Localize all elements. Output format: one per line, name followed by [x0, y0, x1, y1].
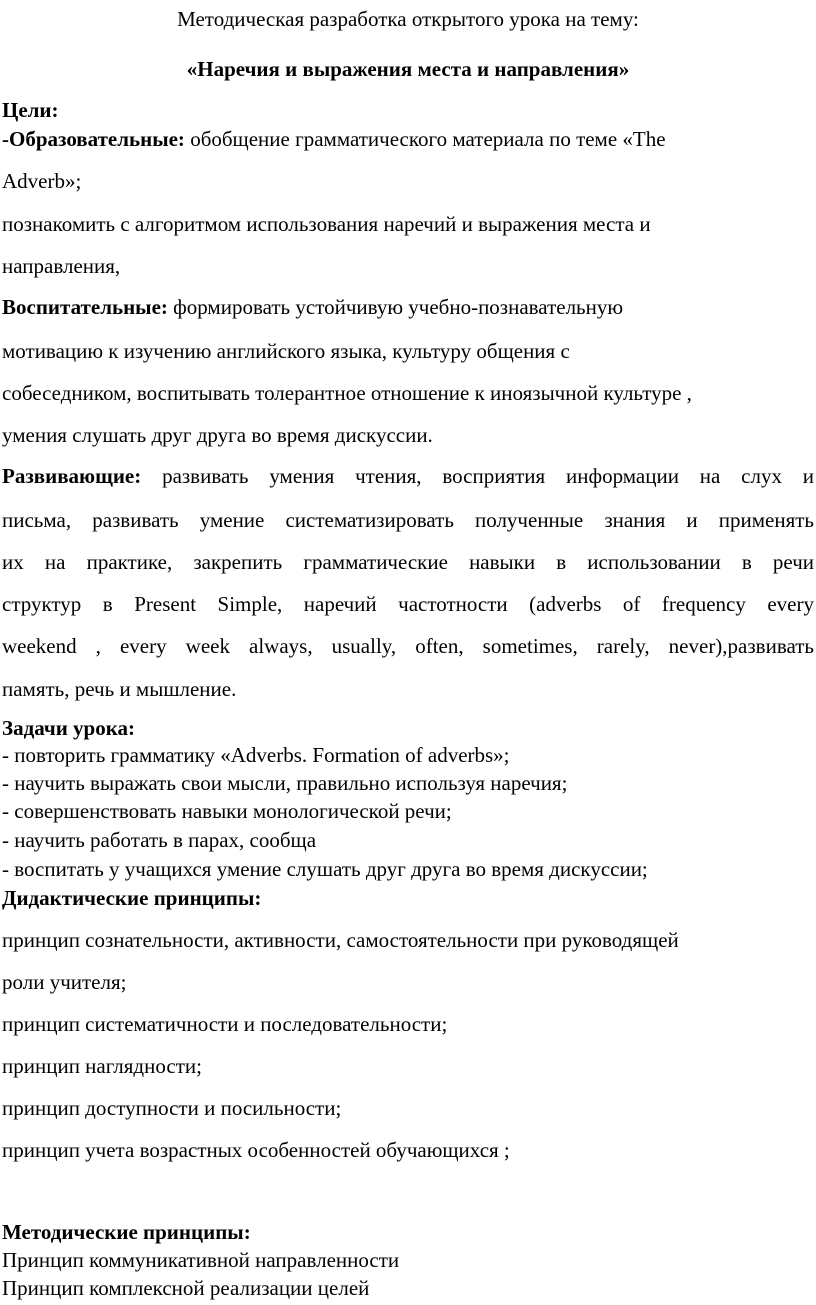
document-title: Методическая разработка открытого урока на тему: [177, 7, 639, 31]
educational-label: -Образовательные: [2, 127, 185, 151]
upbringing-label: Воспитательные: [2, 295, 168, 319]
educational-line-2: Adverb»; [2, 169, 82, 193]
developing-line-3: их на практике, закрепить грамматические навыки в использовании в речи [2, 550, 814, 574]
developing-label: Развивающие: [2, 464, 142, 488]
didactic-heading: Дидактические принципы: [2, 886, 262, 910]
lesson-topic: «Наречия и выражения места и направления» [186, 57, 630, 81]
educational-text: обобщение грамматического материала по теме «The [184, 127, 666, 151]
developing-line-6: память, речь и мышление. [2, 677, 237, 701]
educational-line-4: направления, [2, 254, 121, 278]
method-item: Принцип комплексной реализации целей [2, 1276, 370, 1300]
didactic-item: принцип систематичности и последовательности; [2, 1012, 448, 1036]
didactic-item: принцип доступности и посильности; [2, 1096, 342, 1120]
method-item: Принцип коммуникативной направленности [2, 1248, 400, 1272]
didactic-item: роли учителя; [2, 970, 127, 994]
developing-line-2: письма, развивать умение систематизировать полученные знания и применять [2, 508, 814, 532]
goals-heading: Цели: [2, 98, 59, 122]
tasks-heading: Задачи урока: [2, 716, 136, 740]
task-item: - совершенствовать навыки монологической речи; [2, 799, 452, 823]
task-item: - воспитать у учащихся умение слушать друг друга во время дискуссии; [2, 857, 648, 881]
method-heading: Методические принципы: [2, 1220, 251, 1244]
task-item: - научить выражать свои мысли, правильно используя наречия; [2, 771, 568, 795]
task-item: - повторить грамматику «Adverbs. Formation of adverbs»; [2, 743, 510, 767]
developing-text: развивать умения чтения, восприятия информации на слух и [141, 464, 814, 488]
developing-line-4: структур в Present Simple, наречий частотности (adverbs of frequency every [2, 592, 814, 616]
upbringing-line-1 [2, 295, 814, 319]
didactic-item: принцип наглядности; [2, 1054, 202, 1078]
educational-line-3: познакомить с алгоритмом использования наречий и выражения места и [2, 212, 651, 236]
didactic-item: принцип учета возрастных особенностей обучающихся ; [2, 1138, 510, 1162]
upbringing-line-4: умения слушать друг друга во время дискуссии. [2, 423, 433, 447]
developing-line-1 [2, 464, 814, 488]
educational-line-1 [2, 127, 814, 151]
developing-line-5: weekend , every week always, usually, often, sometimes, rarely, never),развивать [2, 634, 814, 658]
upbringing-line-2: мотивацию к изучению английского языка, культуру общения с [2, 339, 570, 363]
upbringing-line-3: собеседником, воспитывать толерантное отношение к иноязычной культуре , [2, 381, 692, 405]
task-item: - научить работать в парах, сообща [2, 828, 317, 852]
upbringing-text: формировать устойчивую учебно-познавательную [167, 295, 624, 319]
didactic-item: принцип сознательности, активности, самостоятельности при руководящей [2, 928, 679, 952]
